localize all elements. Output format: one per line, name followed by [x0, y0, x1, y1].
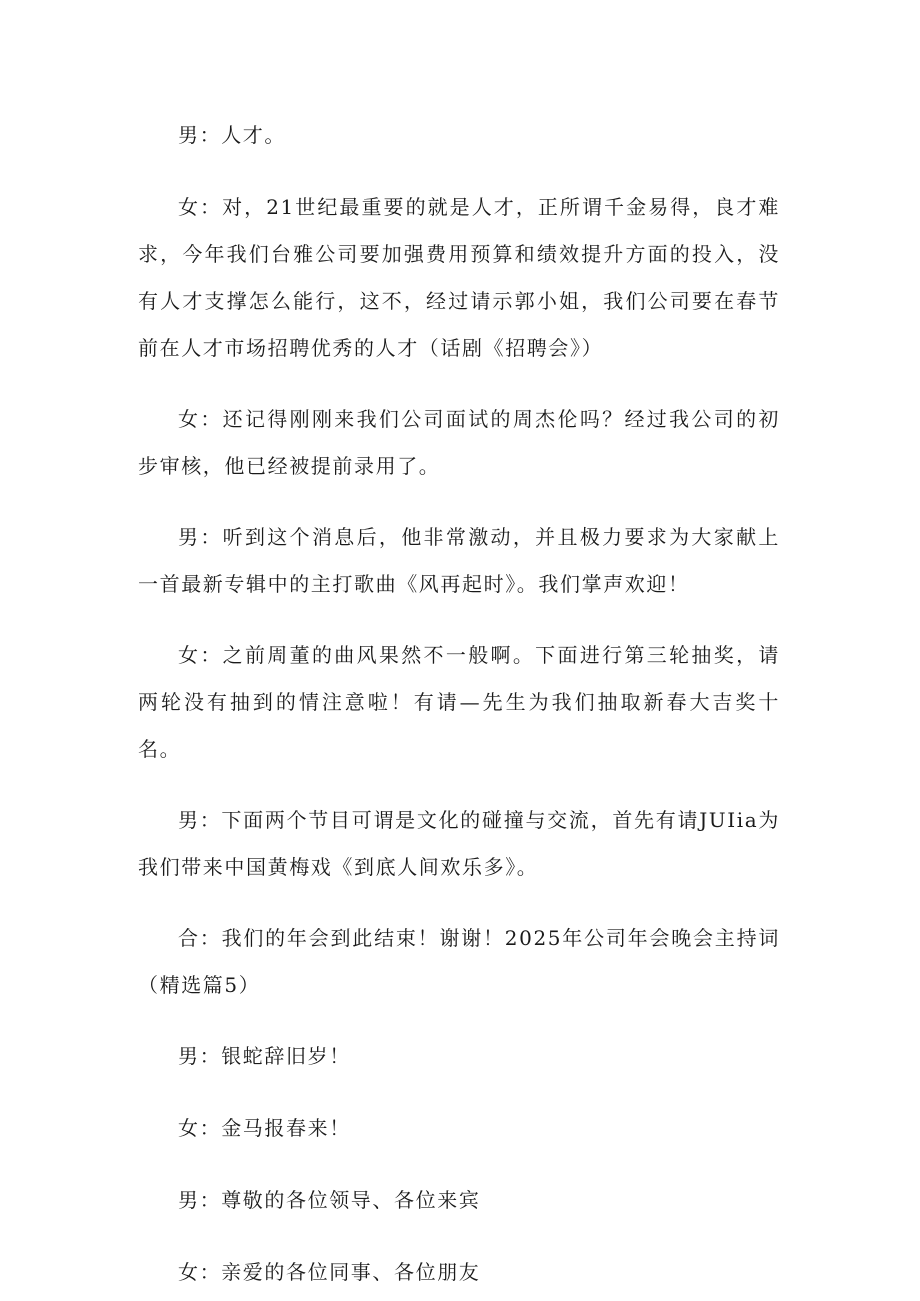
paragraph-4: 男：听到这个消息后，他非常激动，并且极力要求为大家献上一首最新专辑中的主打歌曲《风再起时》。我们掌声欢迎！ — [138, 525, 780, 596]
paragraph-3: 女：还记得刚刚来我们公司面试的周杰伦吗？经过我公司的初步审核，他已经被提前录用了。 — [138, 407, 780, 478]
paragraph-2: 女：对，21世纪最重要的就是人才，正所谓千金易得，良才难求，今年我们台雅公司要加强费用预算和绩效提升方面的投入，没有人才支撑怎么能行，这不，经过请示郭小姐，我们公司要在春节前在人才市场招聘优秀的人才（话剧《招聘会》） — [138, 195, 780, 360]
paragraph-5: 女：之前周董的曲风果然不一般啊。下面进行第三轮抽奖，请两轮没有抽到的情注意啦！有请—先生为我们抽取新春大吉奖十名。 — [138, 643, 780, 761]
paragraph-10: 男：尊敬的各位领导、各位来宾 — [178, 1188, 481, 1212]
paragraph-7: 合：我们的年会到此结束！谢谢！2025年公司年会晚会主持词（精选篇5） — [138, 926, 780, 997]
paragraph-1: 男：人才。 — [178, 123, 286, 147]
paragraph-8: 男：银蛇辞旧岁！ — [178, 1044, 351, 1068]
paragraph-9: 女：金马报春来！ — [178, 1116, 351, 1140]
paragraph-6: 男：下面两个节目可谓是文化的碰撞与交流，首先有请JUIia为我们带来中国黄梅戏《到底人间欢乐多》。 — [138, 808, 780, 879]
paragraph-11: 女：亲爱的各位同事、各位朋友 — [178, 1260, 481, 1284]
